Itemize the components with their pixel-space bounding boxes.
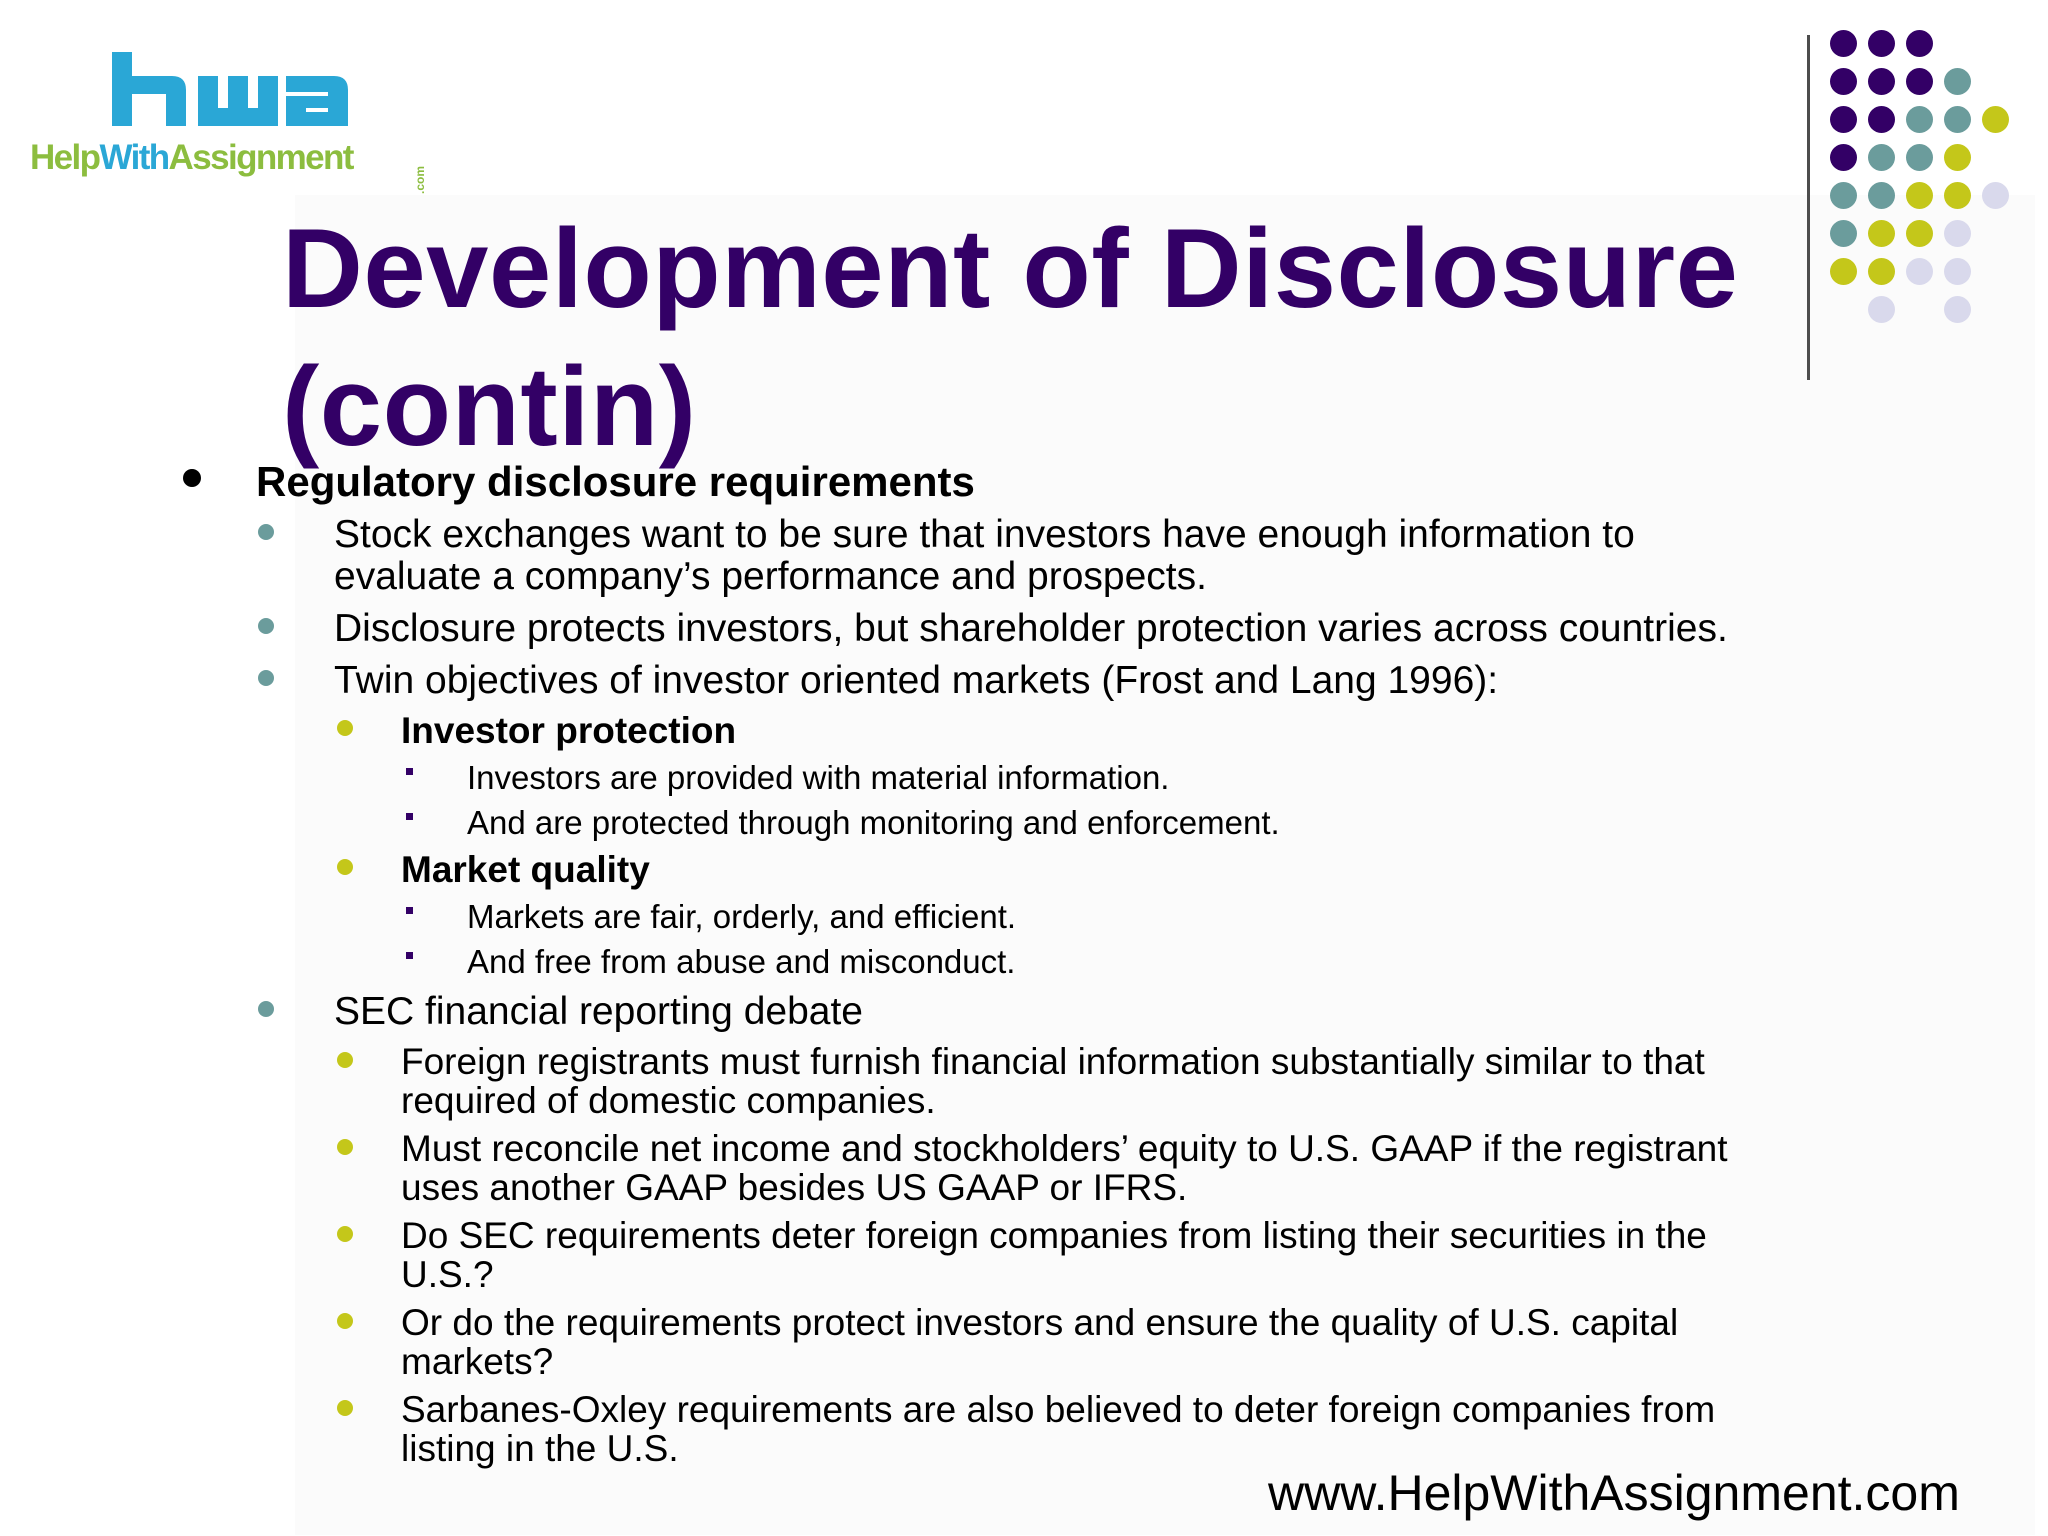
bullet-market-quality-text: Market quality [401,849,650,890]
decorative-dot [1944,144,1971,171]
bullet-marker [406,907,413,914]
decorative-dot [1830,220,1857,247]
bullet-sec-1-line2: required of domestic companies. [401,1080,936,1121]
bullet-marker [183,469,201,487]
slide-title [282,200,1782,476]
bullet-ip-item1-text: Investors are provided with material information. [467,759,1170,796]
decorative-dot [1944,220,1971,247]
decorative-dot [1906,30,1933,57]
bullet-sec-4-line1: Or do the requirements protect investors and ensure the quality of U.S. capital [401,1302,1679,1343]
decorative-dot [1868,258,1895,285]
bullet-marker [258,618,274,634]
bullet-regulatory-text: Regulatory disclosure requirements [256,458,975,505]
bullet-marker [337,1400,353,1416]
decorative-dot-grid [1830,30,2040,340]
bullet-sec-5-line2: listing in the U.S. [401,1428,679,1469]
bullet-sec-2-line2: uses another GAAP besides US GAAP or IFRS. [401,1167,1188,1208]
slide-title-line2: (contin) [282,344,697,469]
decorative-dot [1982,106,2009,133]
bullet-marker [406,952,413,959]
bullet-sec-3-line2: U.S.? [401,1254,494,1295]
bullet-marker [406,813,413,820]
bullet-marker [258,524,274,540]
decorative-dot [1982,182,2009,209]
bullet-marker [406,768,413,775]
logo-wordmark-assignment: Assignment [168,138,353,177]
slide-title-line1: Development of Disclosure [282,206,1739,331]
decorative-dot [1944,68,1971,95]
bullet-marker [258,670,274,686]
bullet-sec-1-line1: Foreign registrants must furnish financial information substantially similar to that [401,1041,1705,1082]
decorative-dot [1868,296,1895,323]
bullet-marker [337,1313,353,1329]
bullet-sec-5-line1: Sarbanes-Oxley requirements are also believed to deter foreign companies from [401,1389,1716,1430]
decorative-dot [1868,182,1895,209]
decorative-dot [1830,30,1857,57]
decorative-dot [1944,182,1971,209]
decorative-dot [1944,258,1971,285]
decorative-dot [1868,106,1895,133]
decorative-dot [1906,220,1933,247]
bullet-disclosure-protects-text: Disclosure protects investors, but shareholder protection varies across countries. [334,607,1728,650]
bullet-marker [337,1139,353,1155]
decorative-dot [1906,106,1933,133]
logo-wordmark [30,140,353,175]
logo-mark-text: hwa [110,52,112,53]
decorative-dot [1906,144,1933,171]
website-link[interactable]: www.HelpWithAssignment.com [1268,1465,1960,1521]
bullet-sec-3-line1: Do SEC requirements deter foreign companies from listing their securities in the [401,1215,1707,1256]
decorative-dot [1868,144,1895,171]
decorative-dot [1906,68,1933,95]
decorative-dot [1830,144,1857,171]
bullet-sec-4-line2: markets? [401,1341,554,1382]
logo-wordmark-with: With [99,138,169,177]
bullet-sec-debate-text: SEC financial reporting debate [334,990,863,1033]
logo [30,52,427,194]
bullet-marker [258,1001,274,1017]
bullet-ip-item2-text: And are protected through monitoring and enforcement. [467,804,1280,841]
decorative-dot [1906,182,1933,209]
decorative-dot [1944,296,1971,323]
bullet-marker [337,1226,353,1242]
bullet-investor-protection-text: Investor protection [401,710,737,751]
decorative-dot [1830,68,1857,95]
decorative-dot [1830,106,1857,133]
bullet-marker [337,720,353,736]
logo-wordmark-suffix: .com [413,165,427,194]
decorative-dot [1906,258,1933,285]
decorative-dot [1830,182,1857,209]
vertical-divider [1807,35,1810,380]
bullet-stock-exchanges-line1: Stock exchanges want to be sure that investors have enough information to [334,513,1635,556]
decorative-dot [1868,30,1895,57]
bullet-mq-item1-text: Markets are fair, orderly, and efficient. [467,898,1017,935]
decorative-dot [1868,68,1895,95]
decorative-dot [1868,220,1895,247]
bullet-marker [337,1052,353,1068]
logo-wordmark-help: Help [30,138,100,177]
bullet-stock-exchanges-line2: evaluate a company’s performance and prospects. [334,555,1207,598]
decorative-dot [1830,258,1857,285]
bullet-sec-2-line1: Must reconcile net income and stockholders’ equity to U.S. GAAP if the registrant [401,1128,1728,1169]
bullet-twin-objectives-text: Twin objectives of investor oriented markets (Frost and Lang 1996): [334,659,1499,702]
bullet-mq-item2-text: And free from abuse and misconduct. [467,943,1016,980]
bullet-marker [337,859,353,875]
decorative-dot [1944,106,1971,133]
hwa-logo-mark [110,52,350,130]
